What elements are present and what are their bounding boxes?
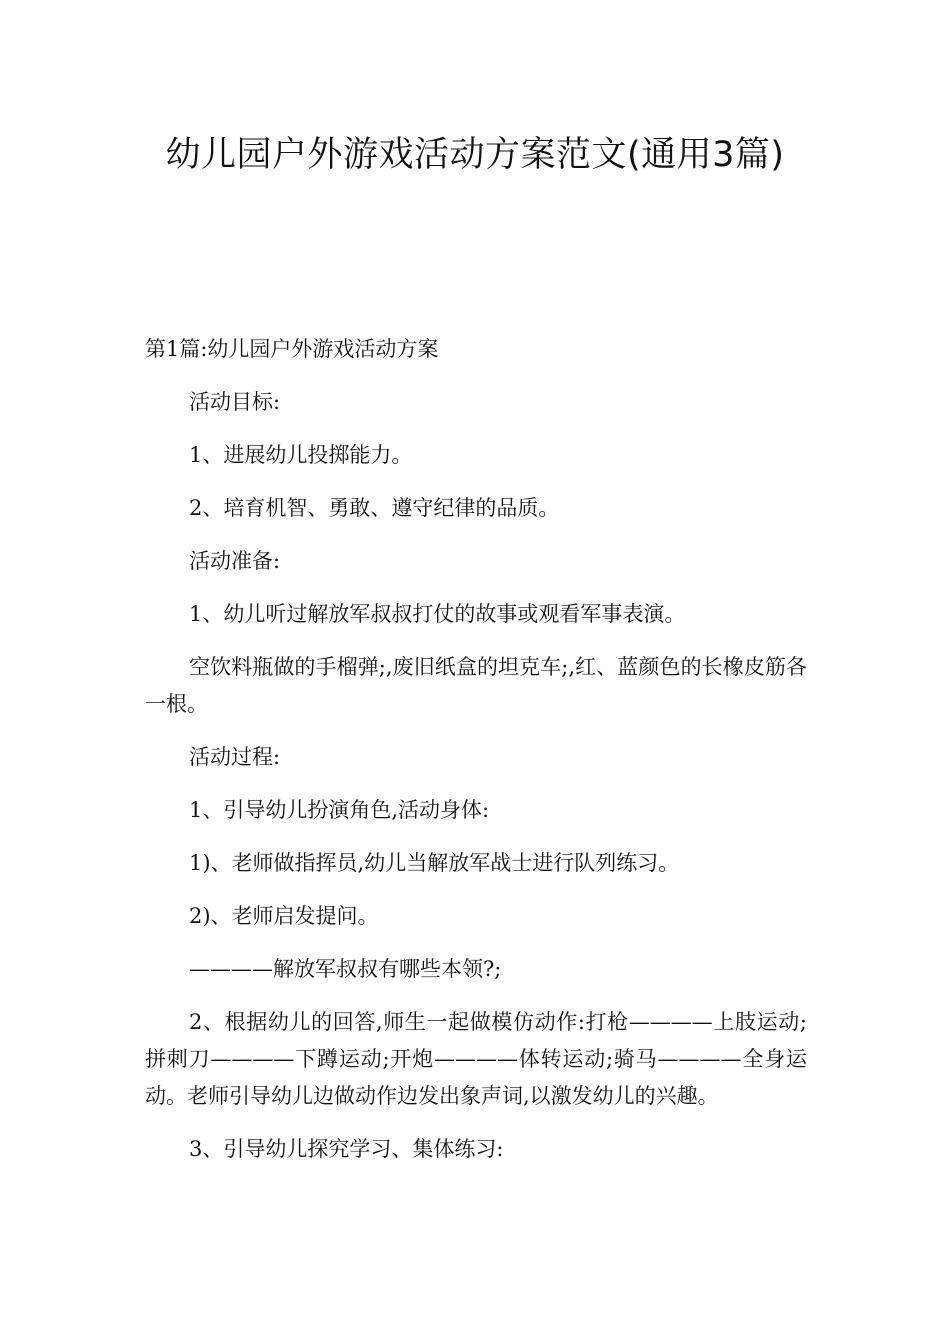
paragraph-preparation-1: 1、幼儿听过解放军叔叔打仗的故事或观看军事表演。 <box>189 602 686 626</box>
paragraph-goal-2: 2、培育机智、勇敢、遵守纪律的品质。 <box>189 496 560 520</box>
paragraph-process-1-1: 1)、老师做指挥员,幼儿当解放军战士进行队列练习。 <box>189 851 680 875</box>
document-body <box>145 331 807 1184</box>
paragraph-goal-1: 1、进展幼儿投掷能力。 <box>189 443 413 467</box>
paragraph-process-2: 2、根据幼儿的回答,师生一起做模仿动作:打枪————上肢运动;拼刺刀————下蹲运动;开炮————体转运动;骑马————全身运动。老师引导幼儿边做动作边发出象声词,以激发幼儿的兴趣。 <box>145 1010 807 1108</box>
paragraph-process-1-2: 2)、老师启发提问。 <box>189 904 379 928</box>
paragraph-process-heading: 活动过程: <box>189 745 281 769</box>
section-heading: 第1篇:幼儿园户外游戏活动方案 <box>145 337 439 361</box>
paragraph-question: ————解放军叔叔有哪些本领?; <box>189 957 502 981</box>
paragraph-process-1: 1、引导幼儿扮演角色,活动身体: <box>189 798 490 822</box>
document-title: 幼儿园户外游戏活动方案范文(通用3篇) <box>165 135 785 175</box>
paragraph-activity-goals-heading: 活动目标: <box>189 390 281 414</box>
paragraph-preparation-heading: 活动准备: <box>189 549 281 573</box>
paragraph-process-3: 3、引导幼儿探究学习、集体练习: <box>189 1137 504 1161</box>
paragraph-preparation-materials: 空饮料瓶做的手榴弹;,废旧纸盒的坦克车;,红、蓝颜色的长橡皮筋各一根。 <box>145 655 807 716</box>
